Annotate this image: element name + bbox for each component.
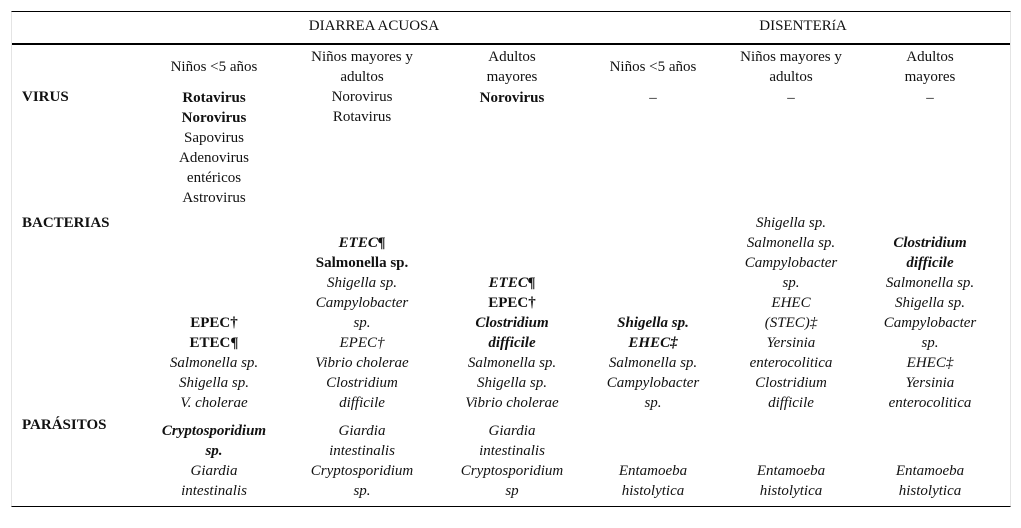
cell-line: – [649,90,657,106]
cell-line: Salmonella sp. [169,355,259,371]
cell-line: V. cholerae [180,395,248,411]
cell-bacterias-col5 [736,212,846,413]
cell-line: (STEC)‡ [764,315,818,331]
cell-line: enterocolitica [749,355,833,371]
column-header-children-under5-dysentery: Niños <5 años [609,59,697,75]
cell-parasitos-col2 [290,416,434,501]
cell-line: enterocolitica [888,395,972,411]
cell-line: difficile [768,395,814,411]
cell-bacterias-col3 [452,212,572,413]
cell-line: Sapovirus [184,130,244,146]
cell-line: Adenovirus [179,150,249,166]
cell-line: Campylobacter [315,295,409,311]
cell-line: Salmonella sp. [746,235,836,251]
cell-bacterias-col6 [870,212,990,413]
column-header-older-adults-dysentery: Adultos mayores [904,49,956,85]
cell-line: difficile [906,255,954,271]
cell-line: Clostridium [475,315,549,331]
cell-line: Salmonella sp. [315,255,409,271]
cell-line: Salmonella sp. [608,355,698,371]
group-header-dysentery: DISENTERíA [759,18,847,34]
column-header-older-adults-watery: Adultos mayores [486,49,538,85]
column-header-older-children-adults-dysentery: Niños mayores y adultos [740,49,842,85]
cell-line: sp. [921,335,939,351]
cell-line: intestinalis [181,483,247,499]
cell-line: Entamoeba [895,463,965,479]
cell-bacterias-col1 [147,212,281,413]
cell-line: Giardia [488,423,536,439]
cell-virus-col5 [736,88,846,108]
cell-line: Shigella sp. [756,215,826,231]
cell-line: Shigella sp. [895,295,965,311]
cell-line: sp. [205,443,223,459]
cell-line: Vibrio cholerae [315,355,409,371]
cell-line: EPEC† [488,295,536,311]
cell-line: EHEC‡ [628,335,678,351]
cell-line: ETEC¶ [488,275,536,291]
cell-line: intestinalis [479,443,545,459]
cell-line: sp. [782,275,800,291]
cell-line: Giardia [190,463,238,479]
cell-line: – [926,90,934,106]
group-header-watery: DIARREA ACUOSA [308,18,440,34]
cell-line: Shigella sp. [327,275,397,291]
cell-parasitos-col3 [452,416,572,501]
cell-line: Salmonella sp. [467,355,557,371]
cell-line: Shigella sp. [617,315,689,331]
row-label-bacterias: BACTERIAS [22,215,110,231]
cell-line: Entamoeba [756,463,826,479]
cell-line: sp. [644,395,662,411]
column-header-older-children-adults-watery: Niños mayores y adultos [311,49,413,85]
cell-line: sp [505,483,519,499]
cell-line: Yersinia [905,375,955,391]
cell-line: Salmonella sp. [885,275,975,291]
cell-line: entéricos [186,170,242,186]
cell-line: Campylobacter [606,375,700,391]
cell-line: Vibrio cholerae [465,395,559,411]
cell-bacterias-col2 [290,212,434,413]
cell-parasitos-col1 [147,416,281,501]
cell-virus-col6 [880,88,980,108]
group-header-row [12,12,1010,45]
cell-line: Clostridium [755,375,827,391]
pathogen-table [11,11,1011,507]
cell-bacterias-col4 [586,212,720,413]
cell-line: EPEC† [339,335,385,351]
cell-line: sp. [353,315,371,331]
cell-line: intestinalis [329,443,395,459]
cell-line: Campylobacter [744,255,838,271]
column-header-children-under5-watery: Niños <5 años [170,59,258,75]
cell-line: Yersinia [766,335,816,351]
cell-line: EHEC [771,295,811,311]
cell-line: EHEC‡ [906,355,954,371]
cell-line: difficile [488,335,536,351]
cell-parasitos-col4 [586,416,720,501]
cell-parasitos-col5 [736,416,846,501]
cell-line: EPEC† [190,315,238,331]
cell-parasitos-col6 [880,416,980,501]
cell-line: Cryptosporidium [310,463,414,479]
cell-line: histolytica [898,483,962,499]
cell-line: Cryptosporidium [161,423,267,439]
cell-line: histolytica [759,483,823,499]
cell-line: – [787,90,795,106]
row-label-virus: VIRUS [22,89,69,105]
cell-line: Rotavirus [332,109,392,125]
cell-line: Cryptosporidium [460,463,564,479]
cell-line: Astrovirus [182,190,246,206]
cell-line: Norovirus [479,90,545,106]
cell-line: Shigella sp. [179,375,249,391]
row-label-parasitos: PARÁSITOS [22,417,107,433]
cell-line: Entamoeba [618,463,688,479]
cell-line: Shigella sp. [477,375,547,391]
cell-line: Giardia [338,423,386,439]
cell-line: Norovirus [181,110,247,126]
cell-line: histolytica [621,483,685,499]
cell-line: ETEC¶ [189,335,239,351]
cell-line: Rotavirus [182,90,246,106]
cell-virus-col3 [462,88,562,108]
cell-line: Campylobacter [883,315,977,331]
cell-line: difficile [339,395,385,411]
cell-line: ETEC¶ [338,235,386,251]
cell-line: Clostridium [326,375,398,391]
cell-virus-col1 [147,88,281,208]
cell-line: Clostridium [893,235,967,251]
cell-virus-col4 [586,88,720,108]
cell-line: Norovirus [331,89,393,105]
cell-line: sp. [353,483,371,499]
cell-virus-col2 [296,87,428,127]
